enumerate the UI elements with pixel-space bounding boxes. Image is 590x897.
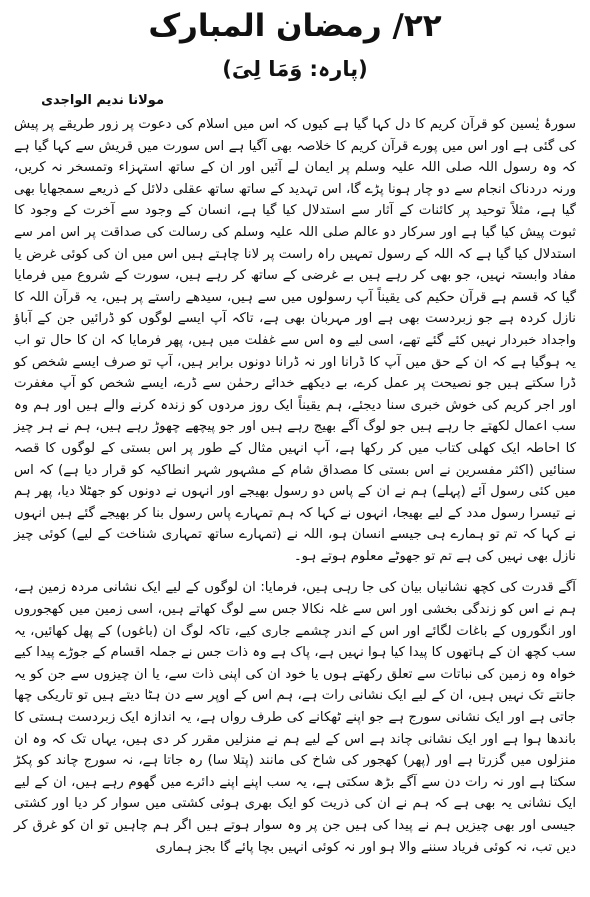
article-body [14, 114, 576, 858]
paragraph-2: آگے قدرت کی کچھ نشانیاں بیان کی جا رہی ہیں، فرمایا: ان لوگوں کے لیے ایک نشانی مردہ زمین ہے، ہم نے اس کو زندگی بخشی اور اس سے غلہ نکالا جس سے لوگ کھاتے ہیں، اسی زمین میں کھجوروں اور انگوروں کے باغات لگائے اور اس کے اندر چشمے جاری کیے، تاکہ لوگ ان (باغوں) کے پھل کھائیں، یہ سب کچھ ان کے ہاتھوں کا پیدا کیا ہوا نہیں ہے، پاک ہے وہ ذات جس نے جملہ اقسام کے جوڑے پیدا کیے خواہ وہ زمین کی نباتات سے تعلق رکھتے ہوں یا خود ان کی اپنی ذات سے، یا ان چیزوں سے جن کو یہ جانتے تک نہیں ہیں، ان کے لیے ایک نشانی رات ہے، ہم اس کے اوپر سے دن ہٹا دیتے ہیں تو تاریکی چھا جاتی ہے اور ایک نشانی سورج ہے جو اپنے ٹھکانے کی طرف رواں ہے، یہ اندازہ ایک زبردست ہستی کا باندھا ہوا ہے اور ایک نشانی چاند ہے اس کے لیے ہم نے منزلیں مقرر کر دی ہیں، یہاں تک کہ وہ ان منزلوں میں گزرتا ہے اور (پھر) کھجور کی شاخ کی مانند (پتلا سا) رہ جاتا ہے، نہ سورج چاند کو پکڑ سکتا ہے اور نہ رات دن سے آگے بڑھ سکتی ہے، یہ سب اپنے اپنے دائرے میں گھوم رہے ہیں، ان کے لیے ایک نشانی یہ بھی ہے کہ ہم نے ان کی ذریت کو ایک بھری ہوئی کشتی میں سوار کر دیا اور کشتی جیسی اور بھی چیزیں ہم نے پیدا کی ہیں جن پر وہ سوار ہوتے ہیں اگر ہم چاہیں تو ان کو غرق کر دیں تب، نہ کوئی فریاد سننے والا ہو اور نہ کوئی انہیں بچا پائے گا بجز ہماری [14, 580, 576, 855]
article-subtitle: (پارہ: وَمَا لِیَ) [222, 57, 368, 81]
article-title: ۲۲/ رمضان المبارک [148, 8, 442, 44]
paragraph-1: سورۂ یٰسین کو قرآن کریم کا دل کہا گیا ہے کیوں کہ اس میں اسلام کی دعوت پر زور طریقے پر پیش کی گئی ہے اور اس میں پورے قرآن کریم کا خلاصہ بھی آگیا ہے اس سورت میں قریش سے کہا گیا ہے کہ وہ رسول اللہ صلی اللہ علیہ وسلم پر ایمان لے آئیں اور ان کے ساتھ استہزاء وتمسخر نہ کریں، ورنہ دردناک انجام سے دو چار ہونا پڑے گا، اس تہدید کے ساتھ ساتھ عقلی دلائل کے ذریعے سمجھایا بھی گیا ہے، مثلاً توحید پر کائنات کے آثار سے استدلال کیا گیا ہے، انسان کے وجود سے آخرت کے وجود کا ثبوت پیش کیا گیا ہے اور سرکار دو عالم صلی اللہ علیہ وسلم کی رسالت کی صداقت پر اس امر سے استدلال کیا گیا ہے کہ اللہ کے رسول تمہیں راہ راست پر لانا چاہتے ہیں اس میں ان کی کوئی غرض یا مفاد وابستہ نہیں، جو بھی کر رہے ہیں بے غرضی کے ساتھ کر رہے ہیں، سورت کے شروع میں فرمایا گیا کہ قسم ہے قرآن حکیم کی یقیناً آپ رسولوں میں سے ہیں، سیدھے راستے پر ہیں، یہ قرآن اللہ کا نازل کردہ ہے جو زبردست بھی ہے اور مہربان بھی ہے، تاکہ آپ ایسے لوگوں کو ڈرائیں جن کے آباؤ واجداد خبردار نہیں کئے گئے تھے، اسی لیے وہ اس سے غفلت میں ہیں، پھر فرمایا کہ ان کا حال تو اب یہ ہوگیا ہے کہ ان کے حق میں آپ کا ڈرانا اور نہ ڈرانا دونوں برابر ہیں، آپ تو صرف ایسے شخص کو ڈرا سکتے ہیں جو نصیحت پر عمل کرے، بے دیکھے خدائے رحمٰن سے ڈرے، ایسے شخص کو آپ مغفرت اور اجر کریم کی خوش خبری سنا دیجئے، ہم یقیناً ایک روز مردوں کو زندہ کرنے والے ہیں اور ہم وہ سب اعمال لکھتے جا رہے ہیں جو لوگ آگے بھیج رہے ہیں اور جو پیچھے چھوڑ رہے ہیں، ہم نے ہر چیز کا احاطہ ایک کھلی کتاب میں کر رکھا ہے، آپ انہیں مثال کے طور پر اس بستی کے لوگوں کا قصہ سنائیں (اکثر مفسرین نے اس بستی کا مصداق شام کے مشہور شہر انطاکیہ کو قرار دیا ہے) کہ اس میں کئی رسول آئے (پہلے) ہم نے ان کے پاس دو رسول بھیجے اور انہوں نے دونوں کو جھٹلا دیا، پھر ہم نے تیسرا رسول مدد کے لیے بھیجا، انہوں نے کہا کہ ہم تمہارے پاس رسول بنا کر بھیجے گئے ہیں انہوں نے کہا کہ تم تو ہمارے ہی جیسے انسان ہو، اللہ نے (تمہارے ساتھ تمہاری شناخت کے لیے) کوئی چیز نازل بھی نہیں کی ہے تم تو جھوٹے معلوم ہوتے ہو۔ [14, 117, 576, 564]
author-name: مولانا ندیم الواجدی [41, 93, 164, 108]
